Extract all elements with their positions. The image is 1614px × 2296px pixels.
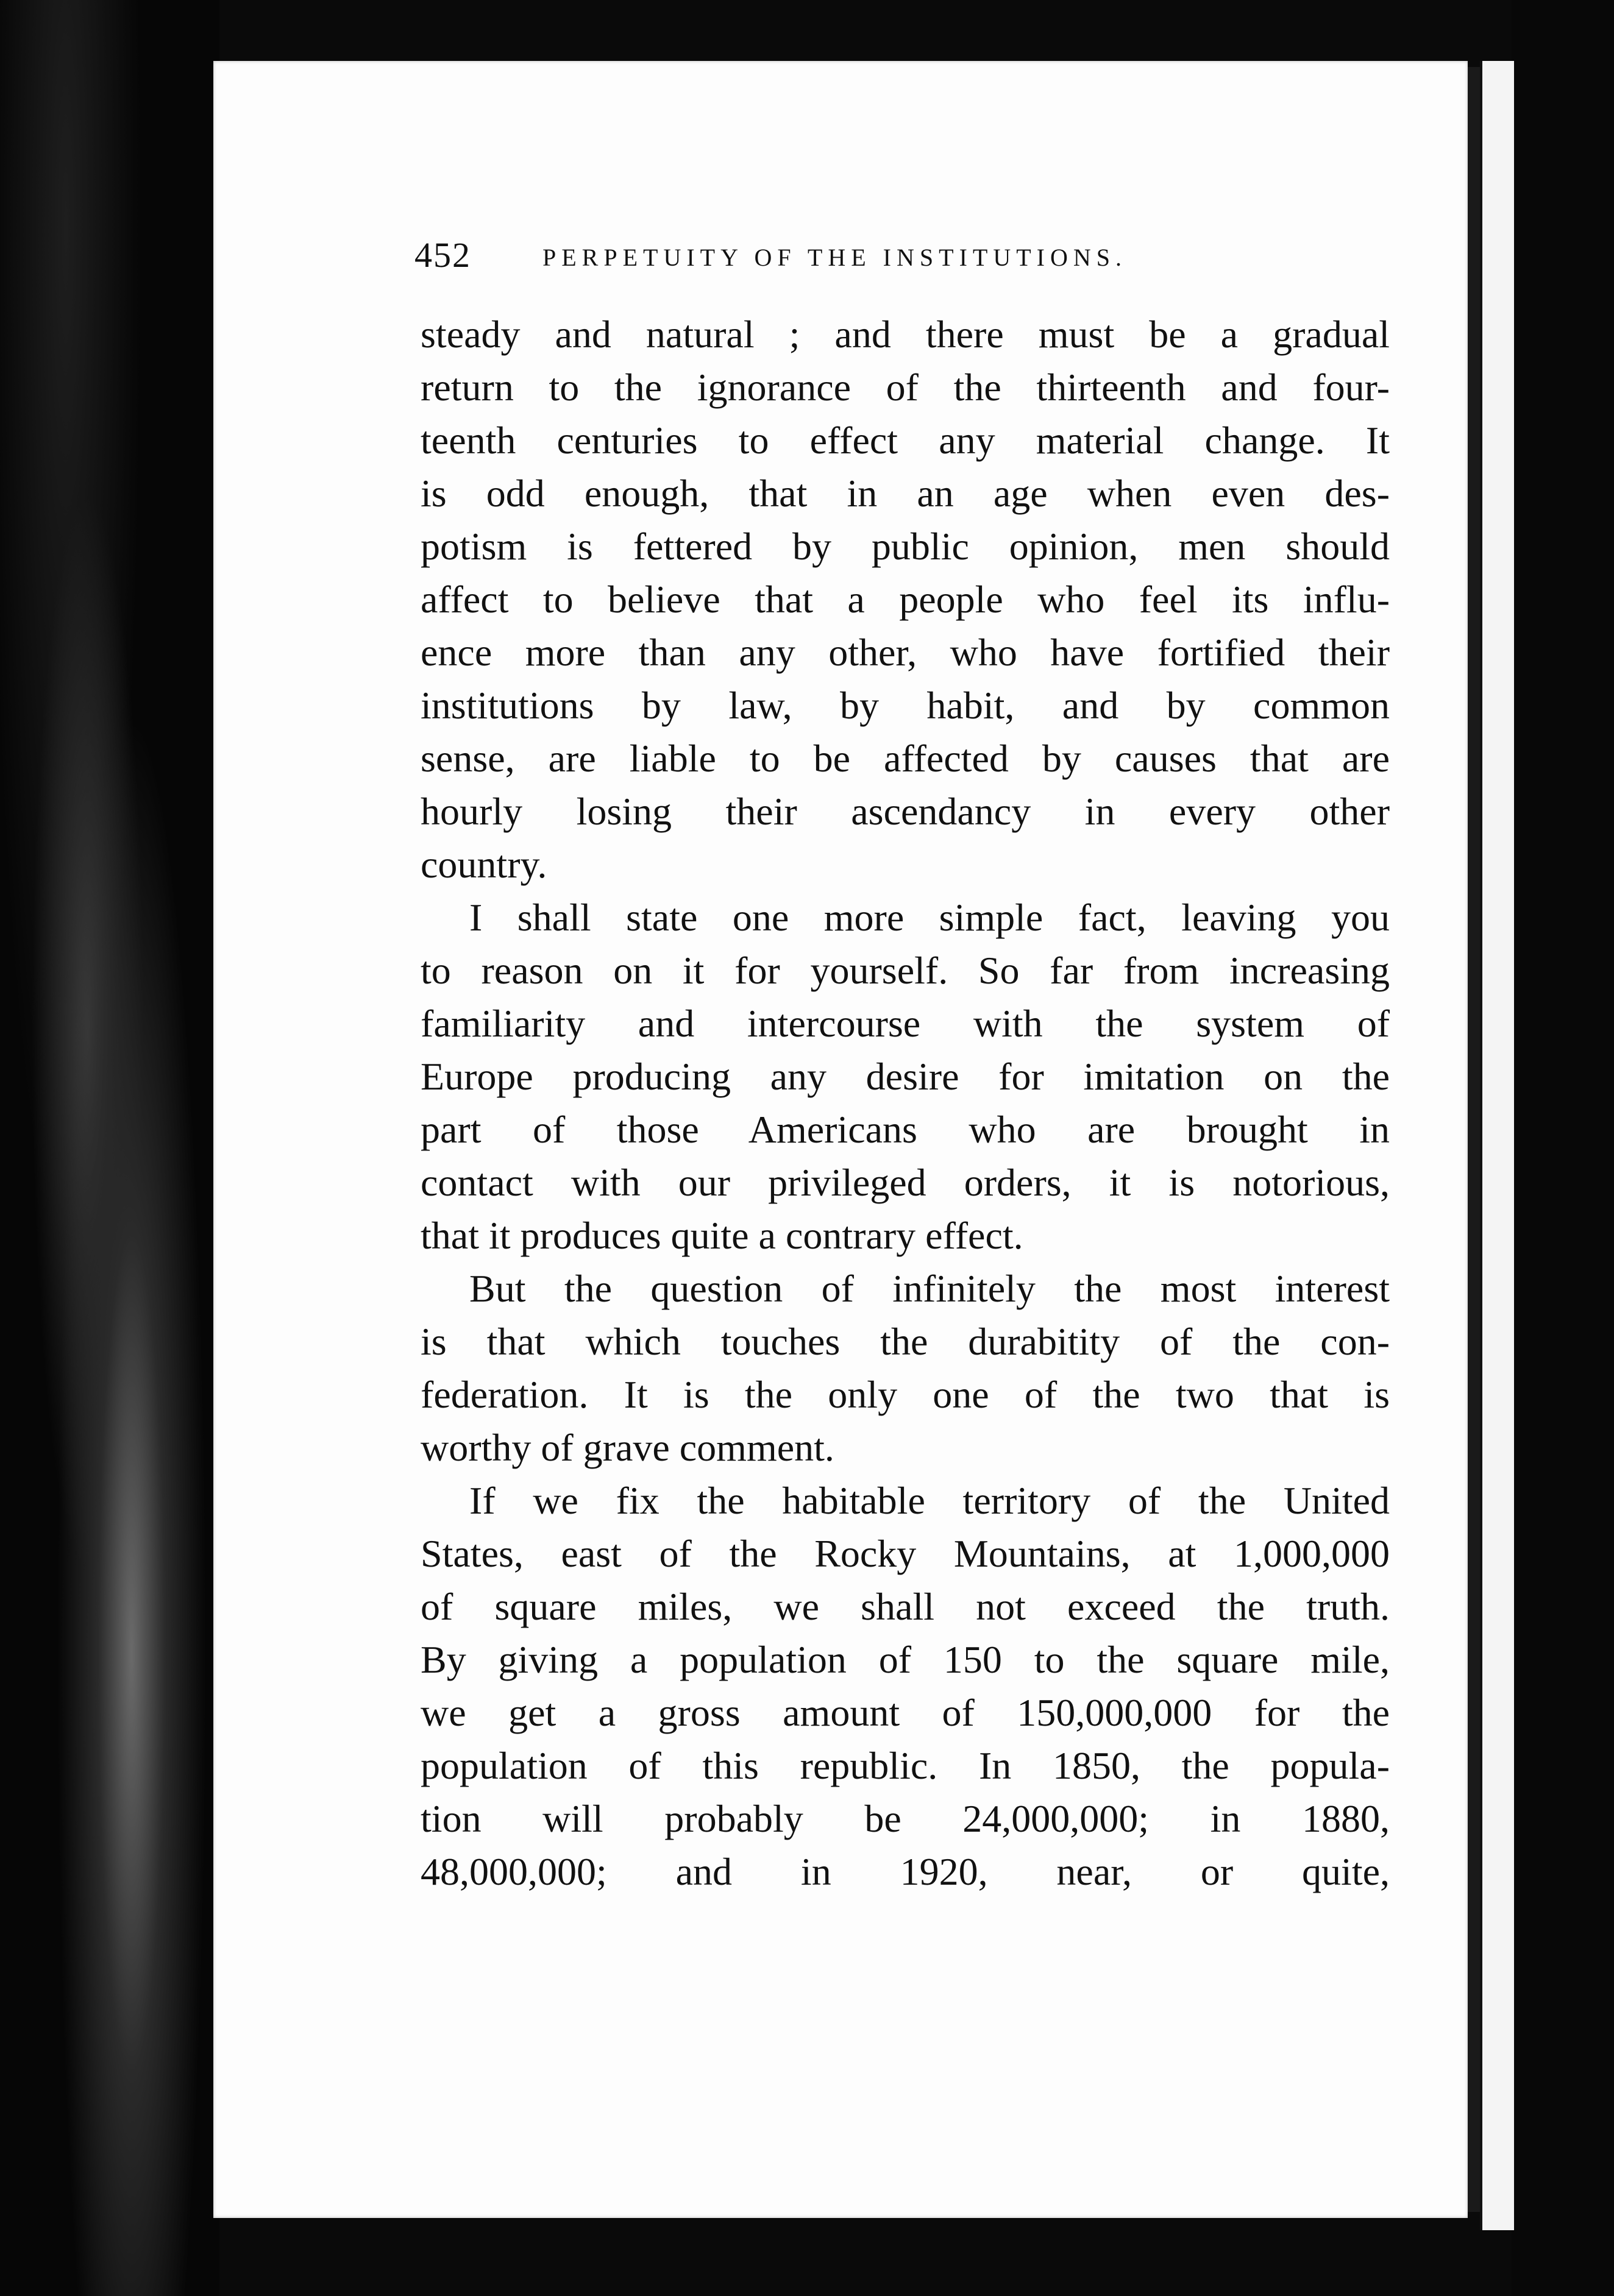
text-line: affect to believe that a people who feel its influ- [421, 578, 1390, 621]
text-line: that it produces quite a contrary effect. [421, 1214, 1023, 1257]
text-line: By giving a population of 150 to the square mile, [421, 1638, 1390, 1681]
text-line: I shall state one more simple fact, leaving you [469, 896, 1390, 939]
text-line: States, east of the Rocky Mountains, at 1,000,000 [421, 1532, 1390, 1575]
text-line: of square miles, we shall not exceed the truth. [421, 1585, 1390, 1628]
text-line: sense, are liable to be affected by causes that are [421, 737, 1390, 780]
text-line: hourly losing their ascendancy in every other [421, 790, 1390, 833]
body-text [421, 308, 1390, 1898]
text-line: is odd enough, that in an age when even des- [421, 472, 1390, 515]
text-line: worthy of grave comment. [421, 1426, 834, 1469]
page-gutter-shadow [1468, 67, 1480, 2212]
text-line: Europe producing any desire for imitation on the [421, 1055, 1390, 1098]
text-line: return to the ignorance of the thirteenth and four- [421, 366, 1390, 409]
text-line: country. [421, 843, 547, 886]
text-line: to reason on it for yourself. So far from increasing [421, 949, 1390, 992]
text-line: ence more than any other, who have fortified their [421, 631, 1390, 674]
page-number: 452 [414, 235, 471, 275]
text-line: contact with our privileged orders, it is notorious, [421, 1161, 1390, 1204]
text-line: potism is fettered by public opinion, men should [421, 525, 1390, 568]
text-line: tion will probably be 24,000,000; in 1880, [421, 1797, 1390, 1840]
text-line: part of those Americans who are brought in [421, 1108, 1390, 1151]
text-line: is that which touches the durabitity of the con- [421, 1320, 1390, 1363]
text-line: institutions by law, by habit, and by common [421, 684, 1390, 727]
scan-background-left [0, 0, 219, 2296]
text-line: we get a gross amount of 150,000,000 for the [421, 1691, 1390, 1734]
text-line: If we fix the habitable territory of the United [469, 1479, 1390, 1522]
text-line: teenth centuries to effect any material change. It [421, 419, 1390, 462]
text-line: But the question of infinitely the most interest [469, 1267, 1390, 1310]
scan-background-right [1512, 0, 1614, 2296]
running-head-title: PERPETUITY OF THE INSTITUTIONS. [542, 244, 1127, 271]
text-line: federation. It is the only one of the two that is [421, 1373, 1390, 1416]
text-line: steady and natural ; and there must be a gradual [421, 313, 1390, 356]
text-line: population of this republic. In 1850, the popula- [421, 1744, 1390, 1787]
text-line: familiarity and intercourse with the system of [421, 1002, 1390, 1045]
running-head [414, 235, 1384, 277]
adjacent-page-edge [1480, 61, 1514, 2230]
text-line: 48,000,000; and in 1920, near, or quite, [421, 1850, 1390, 1893]
book-page [213, 61, 1468, 2218]
